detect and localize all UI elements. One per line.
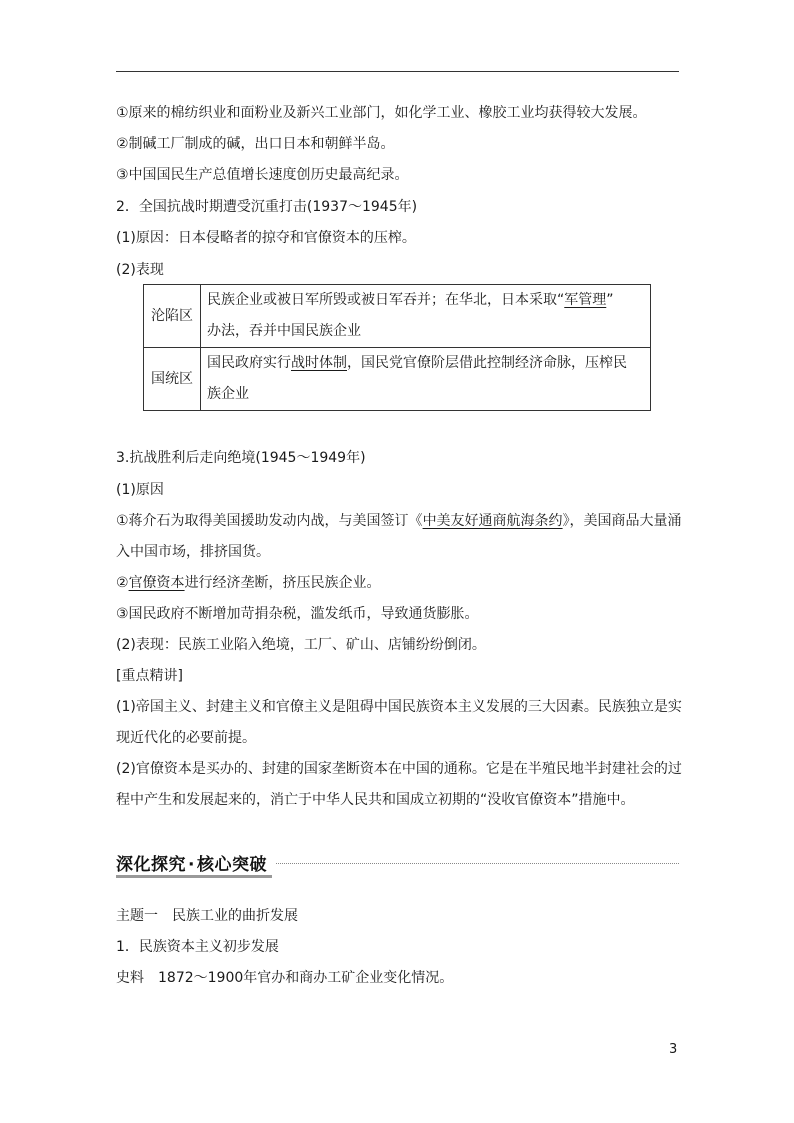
paragraph-line: (2)官僚资本是买办的、封建的国家垄断资本在中国的通称。它是在半殖民地半封建社会的过 [116, 761, 682, 777]
header-rule [116, 71, 679, 72]
paragraph-line: (1)原因：日本侵略者的掠夺和官僚资本的压榨。 [116, 230, 416, 246]
paragraph-line: 入中国市场，排挤国货。 [116, 544, 270, 560]
paragraph-line: (1)帝国主义、封建主义和官僚主义是阻碍中国民族资本主义发展的三大因素。民族独立是实 [116, 699, 682, 715]
banner-divider [276, 863, 679, 864]
section-heading: 1．民族资本主义初步发展 [116, 939, 279, 955]
region-cell: 沦陷区 [144, 285, 201, 348]
underlined-term: 中美友好通商航海条约 [422, 513, 563, 529]
paragraph-line: 史料 1872～1900年官办和商办工矿企业变化情况。 [116, 970, 454, 986]
page-number: 3 [669, 1042, 678, 1057]
paragraph-line: ①蒋介石为取得美国援助发动内战，与美国签订《中美友好通商航海条约》，美国商品大量涌 [116, 513, 682, 529]
section-heading: 3.抗战胜利后走向绝境(1945～1949年) [116, 450, 366, 466]
paragraph-line: ③国民政府不断增加苛捐杂税，滥发纸币，导致通货膨胀。 [116, 606, 479, 622]
underlined-term: 军管理 [564, 292, 607, 308]
paragraph-line: 现近代化的必要前提。 [116, 730, 256, 746]
underlined-term: 战时体制 [291, 355, 347, 371]
paragraph-line: ②官僚资本进行经济垄断，挤压民族企业。 [116, 575, 381, 591]
subheading: (2)表现 [116, 262, 164, 278]
description-cell: 民族企业或被日军所毁或被日军吞并；在华北，日本采取“军管理” 办法，吞并中国民族企业 [201, 285, 651, 348]
subheading: (1)原因 [116, 482, 164, 498]
paragraph-line: ②制碱工厂制成的碱，出口日本和朝鲜半岛。 [116, 136, 395, 152]
underlined-term: 官僚资本 [128, 575, 185, 591]
banner-title: 深化探究 · 核心突破 [116, 855, 267, 875]
table-row [144, 348, 651, 411]
section-heading: 2．全国抗战时期遭受沉重打击(1937～1945年) [116, 199, 418, 215]
region-cell: 国统区 [144, 348, 201, 411]
paragraph-line: ③中国国民生产总值增长速度创历史最高纪录。 [116, 167, 409, 183]
section-banner [116, 848, 679, 878]
table-row [144, 285, 651, 348]
paragraph-line: 程中产生和发展起来的，消亡于中华人民共和国成立初期的“没收官僚资本”措施中。 [116, 792, 635, 808]
description-cell: 国民政府实行战时体制，国民党官僚阶层借此控制经济命脉，压榨民 族企业 [201, 348, 651, 411]
paragraph-line: ①原来的棉纺织业和面粉业及新兴工业部门，如化学工业、橡胶工业均获得较大发展。 [116, 105, 647, 121]
topic-heading: 主题一 民族工业的曲折发展 [116, 908, 298, 924]
banner-underline [116, 875, 272, 878]
paragraph-line: (2)表现：民族工业陷入绝境，工厂、矿山、店铺纷纷倒闭。 [116, 637, 486, 653]
wartime-table [143, 284, 651, 411]
key-points-label: [重点精讲] [116, 668, 183, 684]
